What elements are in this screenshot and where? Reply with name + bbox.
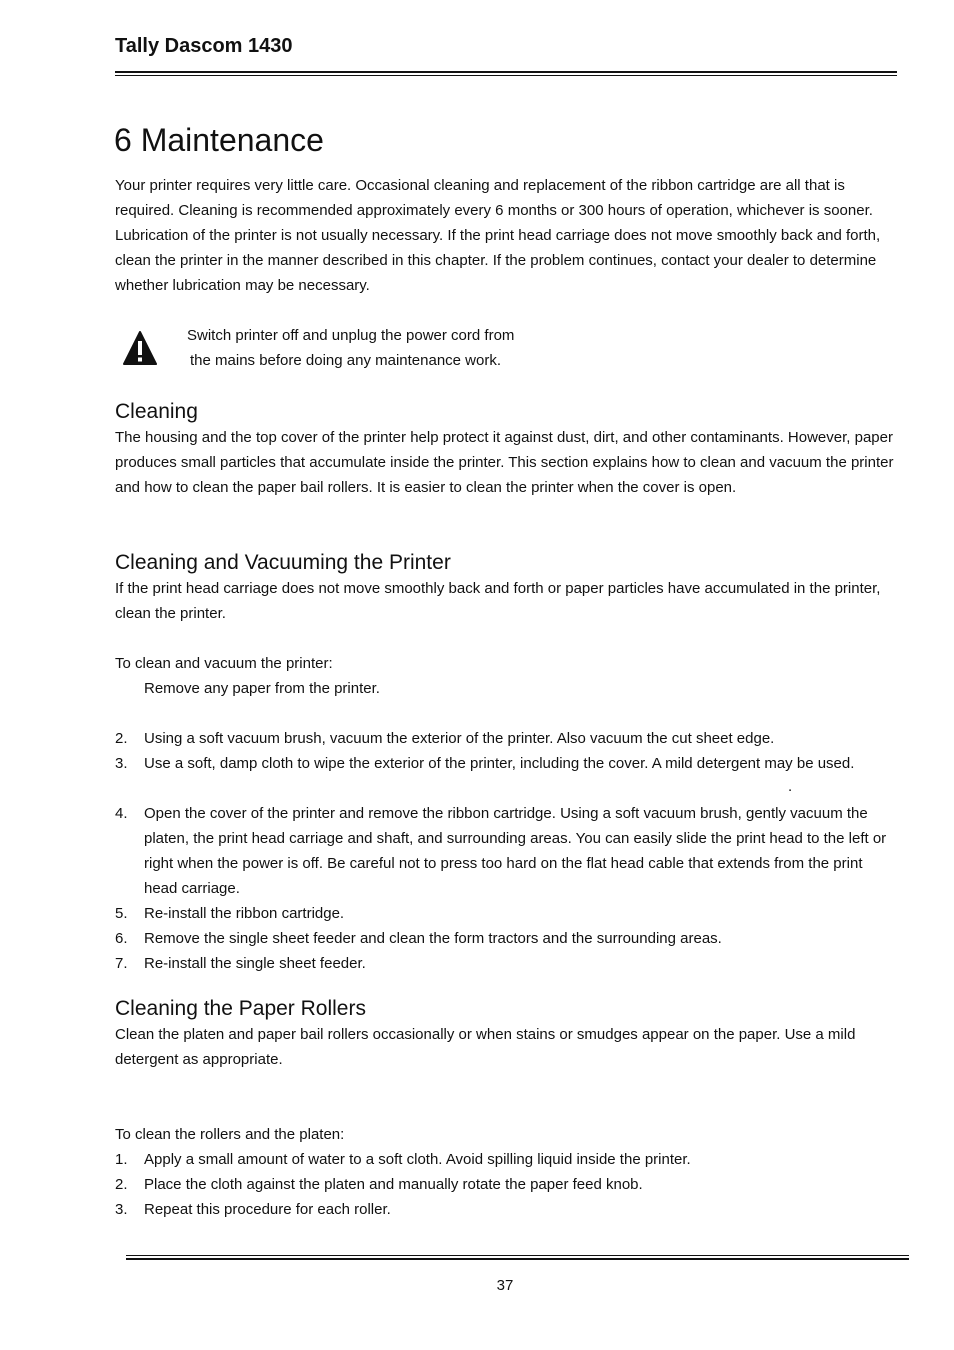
cleaning-heading: Cleaning: [115, 400, 198, 423]
warning-triangle-icon: [122, 330, 158, 366]
list-item: Remove any paper from the printer.: [144, 680, 380, 697]
vacuuming-steps: [115, 651, 915, 976]
list-spacer: [115, 701, 915, 726]
list-item: 3. Use a soft, damp cloth to wipe the exterior of the printer, including the cover. A mild detergent may be used.: [115, 755, 855, 772]
page-number: 37: [496, 1277, 514, 1294]
warning-line-1: Switch printer off and unplug the power cord from: [187, 327, 515, 344]
vacuuming-heading: Cleaning and Vacuuming the Printer: [115, 551, 451, 574]
list-item: 5. Re-install the ribbon cartridge.: [115, 905, 345, 922]
vacuuming-paragraph: If the print head carriage does not move smoothly back and forth or paper particles have accumulated in the printer, clean the printer.: [115, 580, 881, 622]
list-item: 7. Re-install the single sheet feeder.: [115, 955, 366, 972]
list-item: 1. Apply a small amount of water to a soft cloth. Avoid spilling liquid inside the printer.: [115, 1151, 691, 1168]
footer-rule-thin: [126, 1255, 909, 1256]
warning-text: [187, 323, 587, 373]
header-rule-thin: [115, 75, 897, 76]
intro-paragraph: Your printer requires very little care. Occasional cleaning and replacement of the ribbon cartridge are all that is required. Cleaning is recommended approximately every 6 months or 300 hours of operation, whichever is sooner. Lubrication of the printer is not usually necessary. If the print head carriage does not move smoothly back and forth, clean the printer in the manner described in this chapter. If the problem continues, contact your dealer to determine whether lubrication may be necessary.: [115, 177, 881, 294]
list-intro: To clean the rollers and the platen:: [115, 1126, 345, 1143]
rollers-heading: Cleaning the Paper Rollers: [115, 997, 366, 1020]
warning-line-2: the mains before doing any maintenance work.: [190, 352, 502, 369]
list-spacer: [115, 776, 915, 801]
chapter-title: 6 Maintenance: [114, 122, 324, 158]
list-item: 4. Open the cover of the printer and remove the ribbon cartridge. Using a soft vacuum brush, gently vacuum the platen, the print head carriage and shaft, and surrounding areas. You can easily slide the print head to the left or right when the power is off. Be careful not to press too hard on the flat head cable that extends from the print head carriage.: [115, 805, 887, 897]
list-item: 2. Using a soft vacuum brush, vacuum the exterior of the printer. Also vacuum the cut sheet edge.: [115, 730, 775, 747]
stray-dot: .: [788, 778, 793, 795]
footer-rule: [126, 1258, 909, 1260]
list-item: 3. Repeat this procedure for each roller.: [115, 1201, 391, 1218]
list-item: 2. Place the cloth against the platen and manually rotate the paper feed knob.: [115, 1176, 643, 1193]
list-intro: To clean and vacuum the printer:: [115, 655, 333, 672]
header-rule: [115, 71, 897, 73]
list-item: 6. Remove the single sheet feeder and clean the form tractors and the surrounding areas.: [115, 930, 722, 947]
rollers-paragraph: Clean the platen and paper bail rollers occasionally or when stains or smudges appear on the paper. Use a mild detergent as appropriate.: [115, 1026, 856, 1068]
rollers-steps: [115, 1122, 915, 1222]
cleaning-paragraph: The housing and the top cover of the printer help protect it against dust, dirt, and other contaminants. However, paper produces small particles that accumulate inside the printer. This section explains how to clean and vacuum the printer and how to clean the paper bail rollers. It is easier to clean the printer when the cover is open.: [115, 429, 894, 496]
running-header: Tally Dascom 1430: [115, 35, 293, 57]
